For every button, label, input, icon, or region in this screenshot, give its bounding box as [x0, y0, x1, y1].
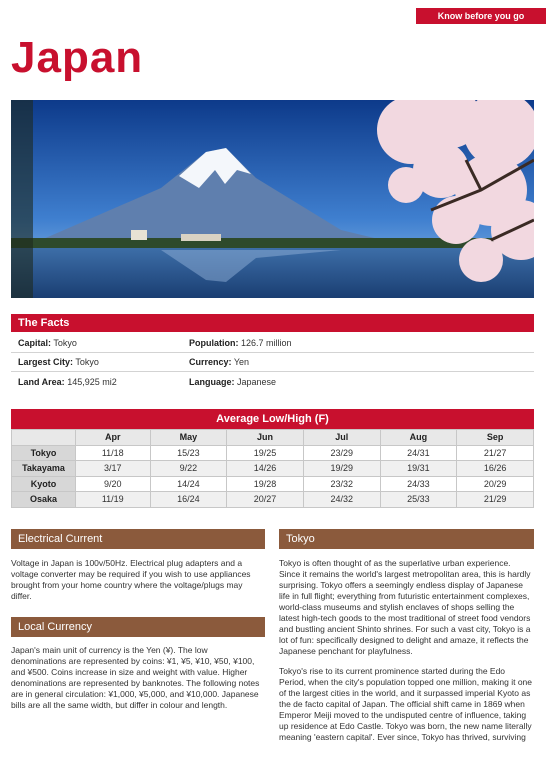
weather-header-row — [12, 430, 534, 446]
temp-cell: 21/29 — [457, 492, 534, 508]
city-name: Osaka — [12, 492, 76, 508]
city-name: Kyoto — [12, 476, 76, 492]
temp-cell: 14/24 — [150, 476, 227, 492]
temp-cell: 19/29 — [303, 461, 380, 477]
temp-cell: 19/25 — [227, 445, 304, 461]
temp-cell: 21/27 — [457, 445, 534, 461]
tokyo-paragraph-2: Tokyo's rise to its current prominence started during the Edo Period, when the city's population topped one million, making it one of the largest cities in the world, and it surpassed imperial Kyoto as the de facto capital of Japan. The official shift came in 1869 when Emperor Meiji moved to the undisputed centre of influence, taking up residence at Edo Castle. Tokyo was born, the new name literally meaning 'eastern capital'. Ever since, Tokyo has thrived, surviving — [279, 666, 532, 742]
temp-cell: 25/33 — [380, 492, 457, 508]
electrical-current-heading: Electrical Current — [11, 529, 265, 549]
temp-cell: 23/32 — [303, 476, 380, 492]
temp-cell: 24/31 — [380, 445, 457, 461]
fact-capital: Capital: Tokyo — [18, 338, 77, 348]
temp-cell: 14/26 — [227, 461, 304, 477]
table-row — [12, 476, 534, 492]
temp-cell: 23/29 — [303, 445, 380, 461]
know-before-you-go-tag: Know before you go — [416, 8, 546, 24]
month-header: Sep — [457, 430, 534, 446]
temp-cell: 24/32 — [303, 492, 380, 508]
weather-table-panel — [11, 409, 534, 508]
table-row — [12, 492, 534, 508]
mount-fuji-photo — [11, 100, 534, 298]
facts-divider — [11, 371, 534, 372]
tokyo-heading: Tokyo — [279, 529, 534, 549]
month-header: Jul — [303, 430, 380, 446]
month-header: Apr — [76, 430, 151, 446]
table-row — [12, 445, 534, 461]
temp-cell: 11/18 — [76, 445, 151, 461]
temp-cell: 16/26 — [457, 461, 534, 477]
temp-cell: 15/23 — [150, 445, 227, 461]
facts-heading: The Facts — [11, 314, 534, 332]
month-header: May — [150, 430, 227, 446]
tokyo-text — [279, 558, 534, 768]
city-name: Takayama — [12, 461, 76, 477]
city-name: Tokyo — [12, 445, 76, 461]
corner-cell — [12, 430, 76, 446]
tokyo-paragraph-1: Tokyo is often thought of as the superlative urban experience. Since it remains the world's largest metropolitan area, this is hardly surprising. Tokyo offers a seemingly endless display of Japanese life in full flight; everything from futuristic entertainment complexes, world-class museums and stylish enclaves of shops selling the latest high-tech goods to the most traditional of street food vendors and bustling ancient Shinto shrines. For such a vast city, Tokyo is a lot of fun: specifically designed to delight and amaze, it reflects the Japanese penchant for playfulness. — [279, 558, 531, 656]
fact-population: Population: 126.7 million — [189, 338, 292, 348]
table-row — [12, 461, 534, 477]
temp-cell: 9/22 — [150, 461, 227, 477]
month-header: Jun — [227, 430, 304, 446]
temp-cell: 16/24 — [150, 492, 227, 508]
temp-cell: 20/27 — [227, 492, 304, 508]
temp-cell: 20/29 — [457, 476, 534, 492]
month-header: Aug — [380, 430, 457, 446]
fact-land-area: Land Area: 145,925 mi2 — [18, 377, 117, 387]
weather-heading: Average Low/High (F) — [11, 409, 534, 429]
local-currency-text: Japan's main unit of currency is the Yen (¥). The low denominations are represented by coins: ¥1, ¥5, ¥10, ¥50, ¥100, and ¥500. Coins increase in size and weight with value. Higher denominations are represented by banknotes. The following notes are in general circulation: ¥1,000, ¥5,000, and ¥10,000. Japanese bills are all the same width, but differ in colour and length. — [11, 645, 260, 710]
fact-largest-city: Largest City: Tokyo — [18, 357, 99, 367]
weather-table — [11, 429, 534, 508]
temp-cell: 9/20 — [76, 476, 151, 492]
facts-divider — [11, 352, 534, 353]
fact-currency: Currency: Yen — [189, 357, 250, 367]
local-currency-heading: Local Currency — [11, 617, 265, 637]
temp-cell: 24/33 — [380, 476, 457, 492]
temp-cell: 19/28 — [227, 476, 304, 492]
temp-cell: 11/19 — [76, 492, 151, 508]
electrical-current-text: Voltage in Japan is 100v/50Hz. Electrical plug adapters and a voltage converter may be required if you wish to use appliances brought from your home country where the voltage/plugs may differ. — [11, 558, 251, 601]
facts-panel — [11, 314, 534, 408]
fact-language: Language: Japanese — [189, 377, 277, 387]
page-title: Japan — [11, 33, 144, 82]
temp-cell: 19/31 — [380, 461, 457, 477]
temp-cell: 3/17 — [76, 461, 151, 477]
